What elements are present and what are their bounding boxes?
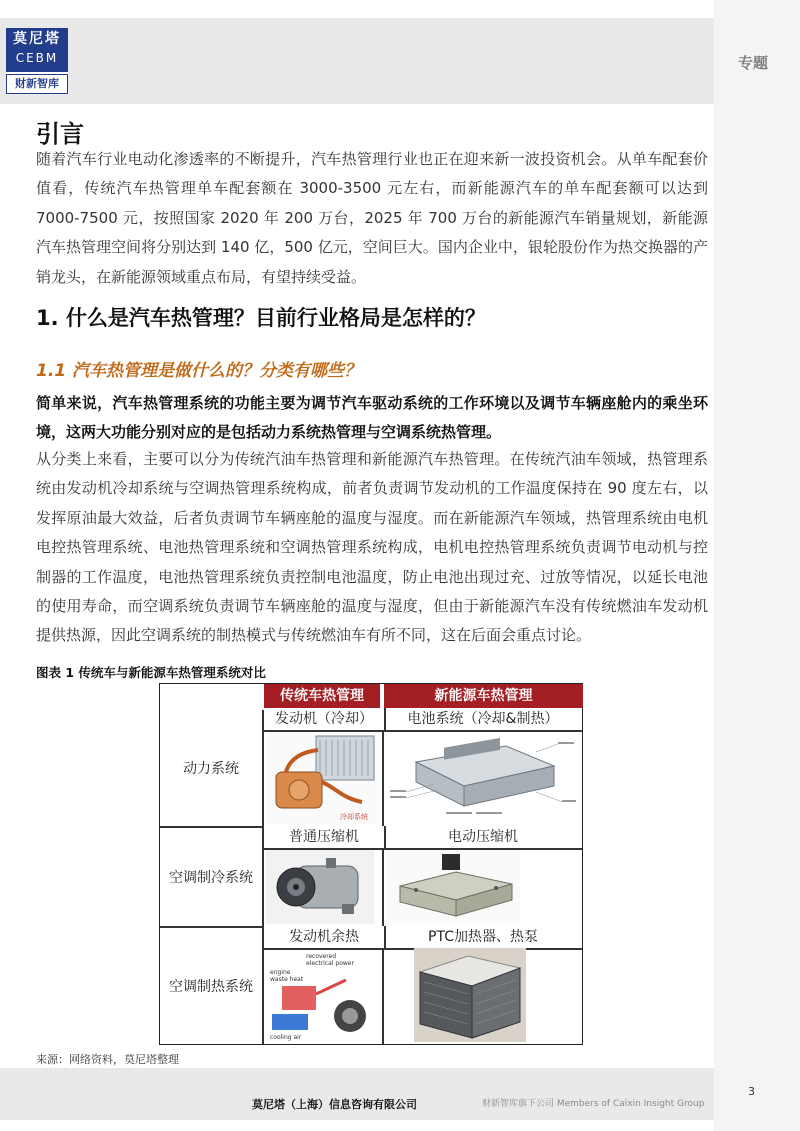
intro-paragraph: 随着汽车行业电动化渗透率的不断提升，汽车热管理行业也正在迎来新一波投资机会。从单车配套价值看，传统汽车热管理单车配套额在 3000-3500 元左右，而新能源汽车的单车配套额可以达到 7000-7500 元，按照国家 2020 年 200 万台，2025 年 700 万台的新能源汽车销量规划，新能源汽车热管理空间将分别达到 140 亿，500 亿元，空间巨大。国内企业中，银轮股份作为热交换器的产销龙头，在新能源领域重点布局，有望持续受益。 (36, 150, 708, 286)
footer-band (0, 1068, 714, 1120)
company-logo (6, 28, 68, 94)
classification-paragraph: 从分类上来看，主要可以分为传统汽油车热管理和新能源汽车热管理。在传统汽油车领域，热管理系统由发动机冷却系统与空调热管理系统构成，前者负责调节发动机的工作温度保持在 90 度左右，以发挥原油最大效益，后者负责调节车辆座舱的温度与湿度。而在新能源汽车领域，热管理系统由电机电控热管理系统、电池热管理系统和空调热管理系统构成，电机电控热管理系统负责调节电动机与控制器的工作温度，电池热管理系统负责控制电池温度，防止电池出现过充、过放等情况，以延长电池的使用寿命，而空调系统负责调节车辆座舱的温度与湿度，但由于新能源汽车没有传统燃油车发动机提供热源，因此空调系统的制热模式与传统燃油车有所不同，这在后面会重点讨论。 (36, 450, 708, 645)
logo-sub: 财新智库 (6, 74, 68, 94)
section-heading: 1. 什么是汽车热管理？目前行业格局是怎样的？ (36, 306, 486, 330)
figure-caption: 图表 1 传统车与新能源车热管理系统对比 (36, 665, 266, 680)
side-strip (714, 0, 800, 1131)
page-number: 3 (748, 1085, 755, 1098)
waste-heat-image (266, 950, 378, 1042)
header-band (0, 18, 714, 104)
cell-electric-compressor: 电动压缩机 (448, 829, 518, 845)
cell-engine-waste-heat: 发动机余热 (264, 926, 386, 948)
logo-en: CEBM (15, 51, 59, 65)
divider (382, 848, 384, 926)
logo-cn: 莫尼塔 (13, 31, 61, 47)
electric-compressor-image (386, 850, 520, 924)
col-header-new-energy: 新能源车热管理 (384, 684, 583, 708)
cell-ptc-heat-pump: PTC加热器、热泵 (428, 929, 538, 945)
intro-heading: 引言 (36, 120, 84, 148)
row-label-ac-cooling: 空调制冷系统 (160, 826, 264, 926)
heat-label-5: cooling air (270, 1034, 302, 1041)
subsection-heading: 1.1 汽车热管理是做什么的？分类有哪些？ (36, 361, 362, 381)
figure-source: 来源：网络资料，莫尼塔整理 (36, 1053, 179, 1066)
cell-battery-system: 电池系统（冷却&制热） (407, 711, 559, 727)
cell-engine-cooling: 发动机（冷却） (264, 708, 386, 730)
heat-label-4: waste heat (270, 976, 304, 983)
topic-label: 专题 (738, 54, 769, 72)
row-label-power: 动力系统 (160, 710, 264, 826)
divider (382, 948, 384, 1044)
heat-label-2: electrical power (306, 960, 354, 967)
row-label-ac-heating: 空调制热系统 (160, 926, 264, 1044)
divider (382, 730, 384, 826)
heat-label-1: recovered (306, 953, 337, 960)
heat-label-3: engine (270, 969, 291, 976)
heat-pump-image (414, 948, 526, 1042)
summary-paragraph: 简单来说，汽车热管理系统的功能主要为调节汽车驱动系统的工作环境以及调节车辆座舱内的乘坐环境，这两大功能分别对应的是包括动力系统热管理与空调系统热管理。 (36, 394, 708, 442)
footer-note: 财新智库旗下公司 Members of Caixin Insight Group (482, 1099, 705, 1109)
col-header-traditional: 传统车热管理 (264, 684, 380, 708)
normal-compressor-image (266, 850, 374, 924)
engine-image-label: 冷却系统 (340, 813, 368, 821)
footer-company: 莫尼塔（上海）信息咨询有限公司 (252, 1098, 417, 1111)
battery-system-image (386, 732, 580, 824)
logo-top (6, 28, 68, 72)
cell-normal-compressor: 普通压缩机 (264, 826, 386, 848)
engine-cooling-image (266, 732, 380, 824)
comparison-table (159, 683, 583, 1045)
